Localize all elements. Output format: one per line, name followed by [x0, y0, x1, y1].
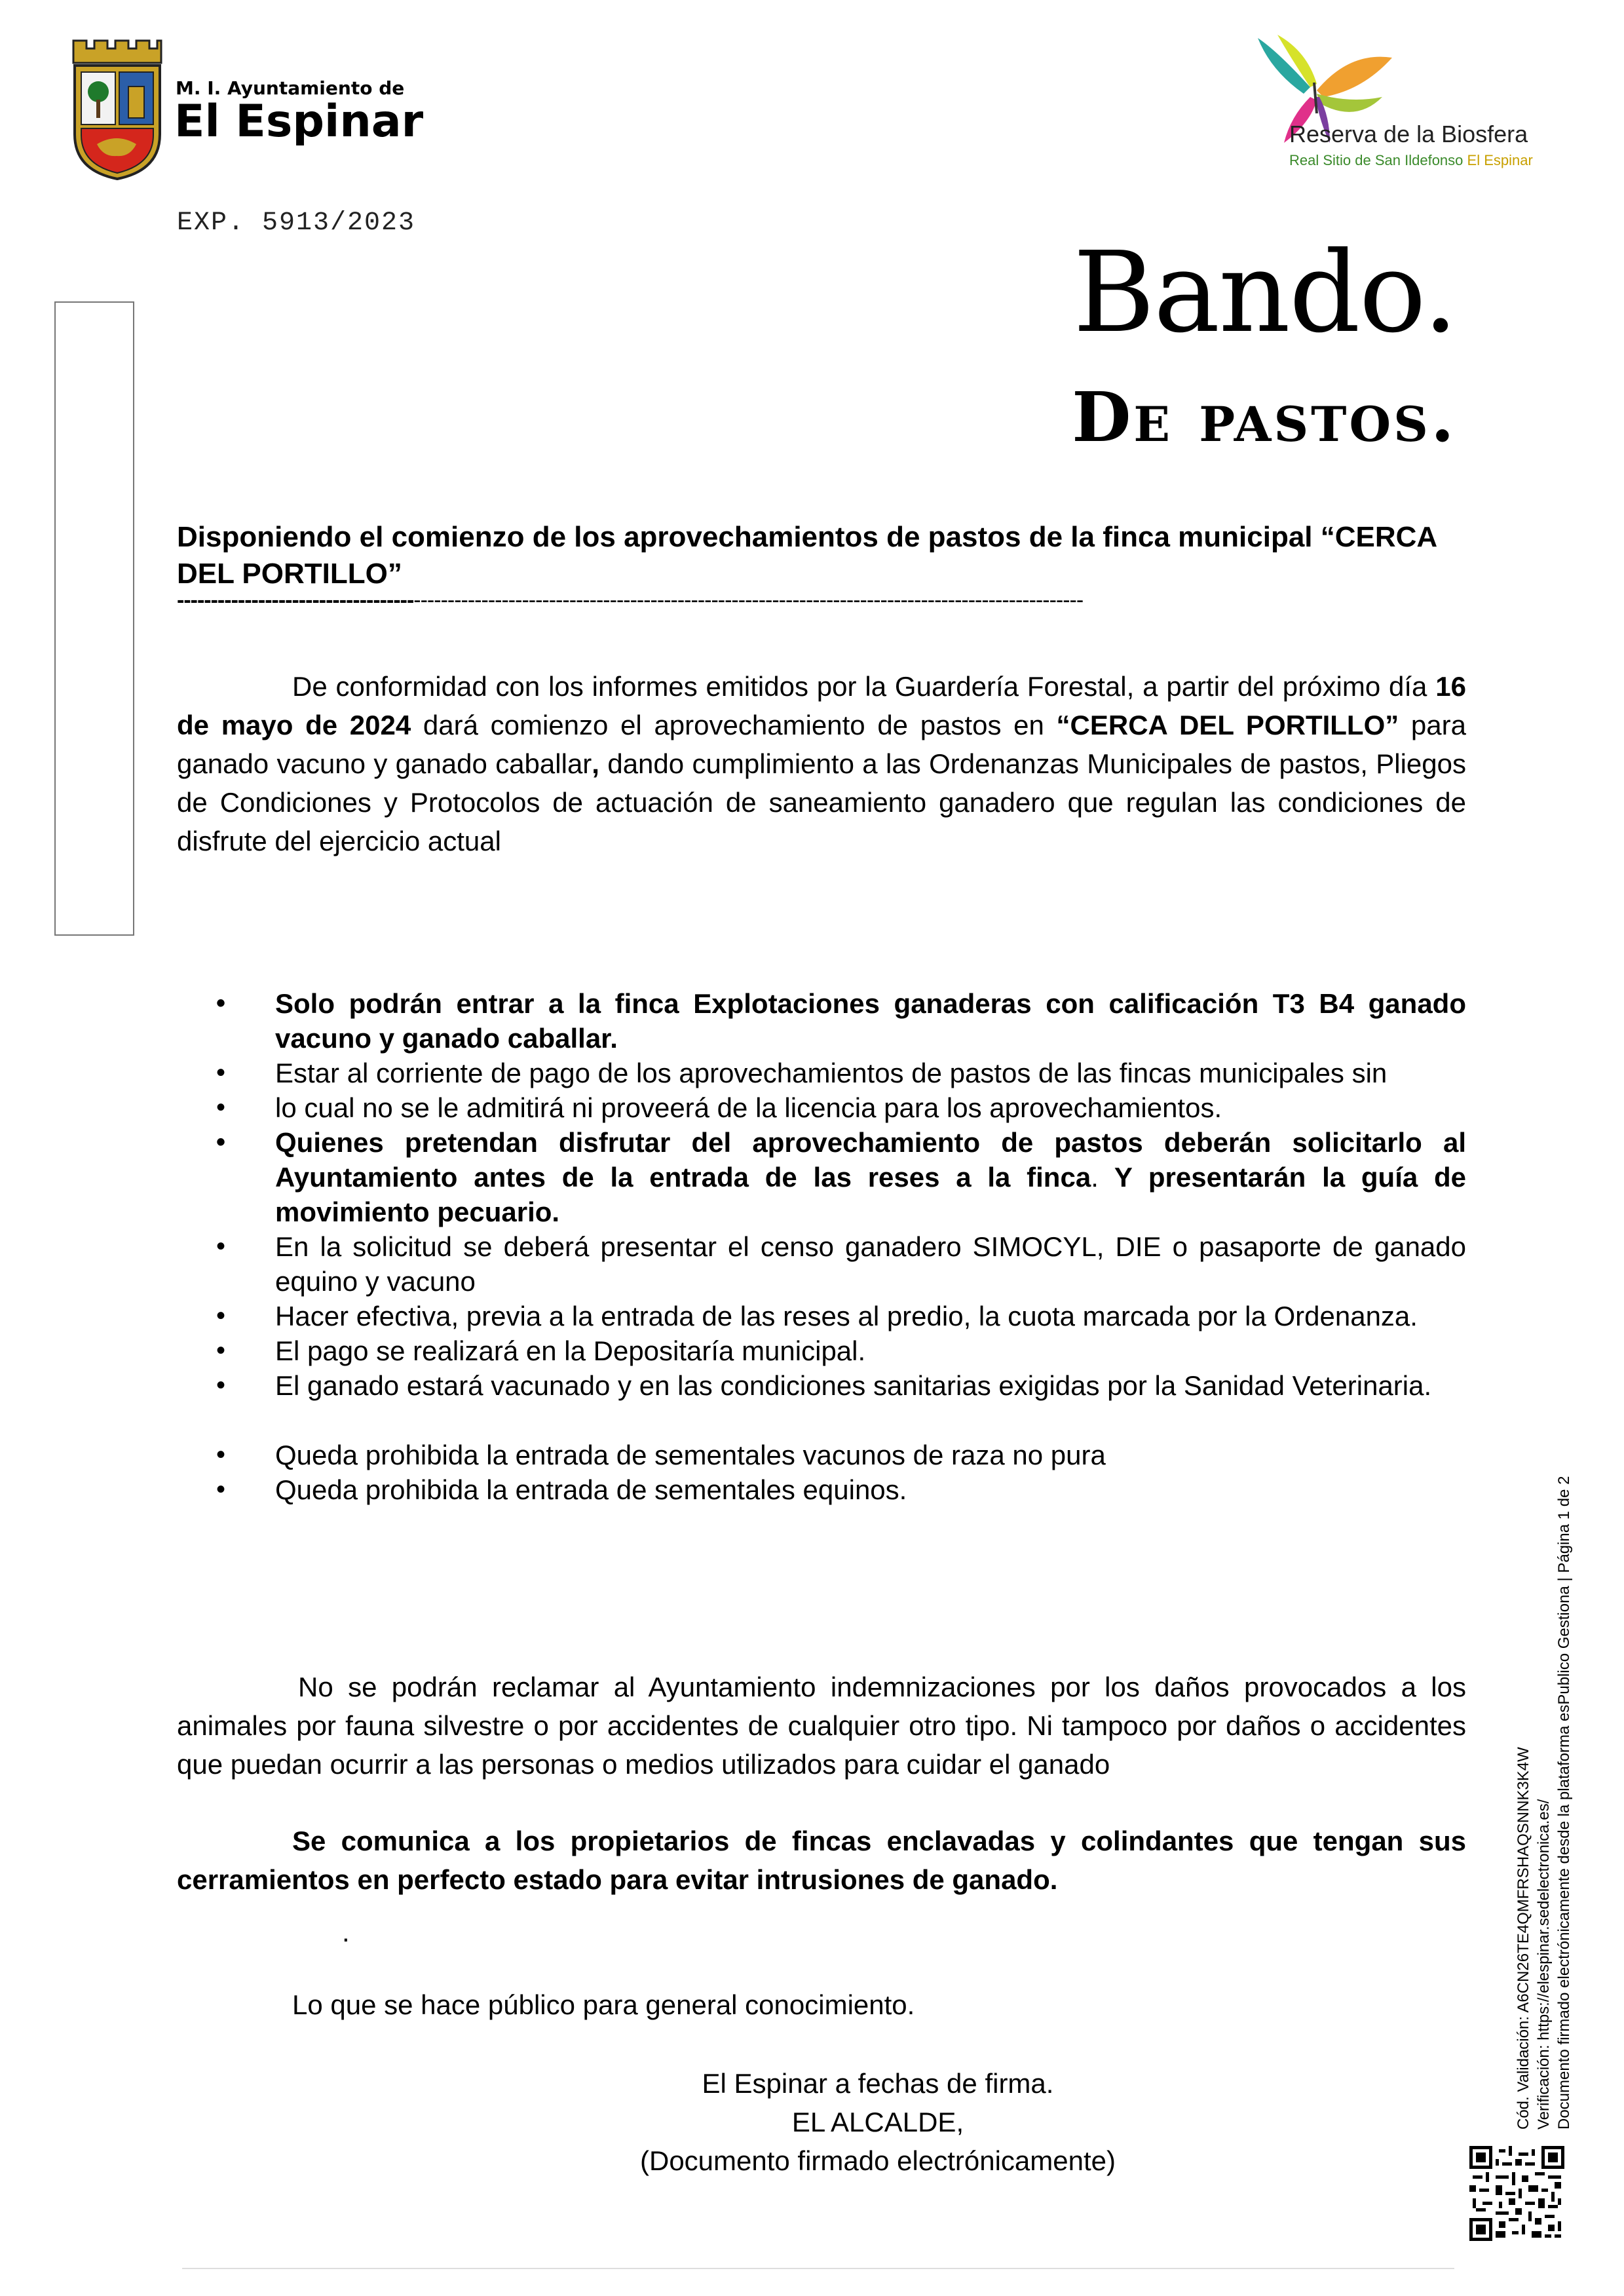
list-item: • El pago se realizará en la Depositaría municipal.: [177, 1333, 1466, 1368]
list-item: • Quienes pretendan disfrutar del aprovechamiento de pastos deberán solicitarlo al Ayuntamiento antes de la entrada de las reses a la finca. Y presentarán la guía de movimiento pecuario.: [177, 1125, 1466, 1229]
verification-text: Cód. Validación: A6CN26TE4QMFRSHAQSNNK3K4W Verificación: https://elespinar.sedelectronica.es/ Documento firmado electrónicamente desde la plataforma esPublico Gestiona | Página 1 de 2: [1515, 1476, 1573, 2130]
list-item: • El ganado estará vacunado y en las condiciones sanitarias exigidas por la Sanidad Veterinaria.: [177, 1368, 1466, 1403]
org-name-small: M. I. Ayuntamiento de: [176, 77, 405, 99]
list-item: • En la solicitud se deberá presentar el censo ganadero SIMOCYL, DIE o pasaporte de ganado equino y vacuno: [177, 1229, 1466, 1299]
notice-paragraph: Se comunica a los propietarios de fincas enclavadas y colindantes que tengan sus cerramientos en perfecto estado para evitar intrusiones de ganado.: [177, 1826, 1466, 1895]
org-name: El Espinar: [174, 96, 424, 147]
signature-place: El Espinar a fechas de firma.: [702, 2068, 1054, 2099]
conditions-list: [177, 986, 1466, 1507]
biosphere-subtitle: Real Sitio de San Ildefonso El Espinar: [1289, 152, 1533, 168]
list-item: • Solo podrán entrar a la finca Explotaciones ganaderas con calificación T3 B4 ganado vacuno y ganado caballar.: [177, 986, 1466, 1056]
list-item: • Hacer efectiva, previa a la entrada de las reses al predio, la cuota marcada por la Ordenanza.: [177, 1299, 1466, 1333]
margin-box: [54, 301, 134, 936]
file-number: EXP. 5913/2023: [177, 208, 416, 238]
signature-note: (Documento firmado electrónicamente): [640, 2145, 1116, 2176]
stray-dot: .: [342, 1917, 350, 1947]
intro-paragraph: De conformidad con los informes emitidos por la Guardería Forestal, a partir del próximo día 16 de mayo de 2024 dará comienzo el aprovechamiento de pastos en “CERCA DEL PORTILLO” para ganado vacuno y ganado caballar, dando cumplimiento a las Ordenanzas Municipales de pastos, Pliegos de Condiciones y Protocolos de actuación de saneamiento ganadero que regulan las condiciones de disfrute del ejercicio actual: [177, 671, 1466, 856]
qr-code: [1469, 2146, 1564, 2241]
document-title: Bando.: [1073, 228, 1457, 358]
heading: Disponiendo el comienzo de los aprovechamientos de pastos de la finca municipal “CERCA DEL PORTILLO”: [177, 521, 1437, 590]
biosphere-title: Reserva de la Biosfera: [1289, 121, 1528, 147]
document-subtitle: De pastos.: [1072, 377, 1457, 457]
list-item: • Queda prohibida la entrada de sementales equinos.: [177, 1472, 1466, 1507]
list-item: • Estar al corriente de pago de los aprovechamientos de pastos de las fincas municipales sin: [177, 1056, 1466, 1090]
list-item: • Queda prohibida la entrada de sementales vacunos de raza no pura: [177, 1438, 1466, 1472]
closing-paragraph: Lo que se hace público para general conocimiento.: [292, 1989, 915, 2020]
liability-paragraph: No se podrán reclamar al Ayuntamiento indemnizaciones por los daños provocados a los animales por fauna silvestre o por accidentes de cualquier otro tipo. Ni tampoco por daños o accidentes que puedan ocurrir a las personas o medios utilizados para cuidar el ganado: [177, 1672, 1466, 1780]
signature-role: EL ALCALDE,: [791, 2107, 964, 2137]
footer-divider: [182, 2268, 1454, 2269]
list-item: • lo cual no se le admitirá ni proveerá de la licencia para los aprovechamientos.: [177, 1090, 1466, 1125]
separator-dashes: --------------------------------------------------------------------------------------------------------------------------------------: [177, 594, 1084, 607]
coat-of-arms-logo: [71, 39, 164, 180]
